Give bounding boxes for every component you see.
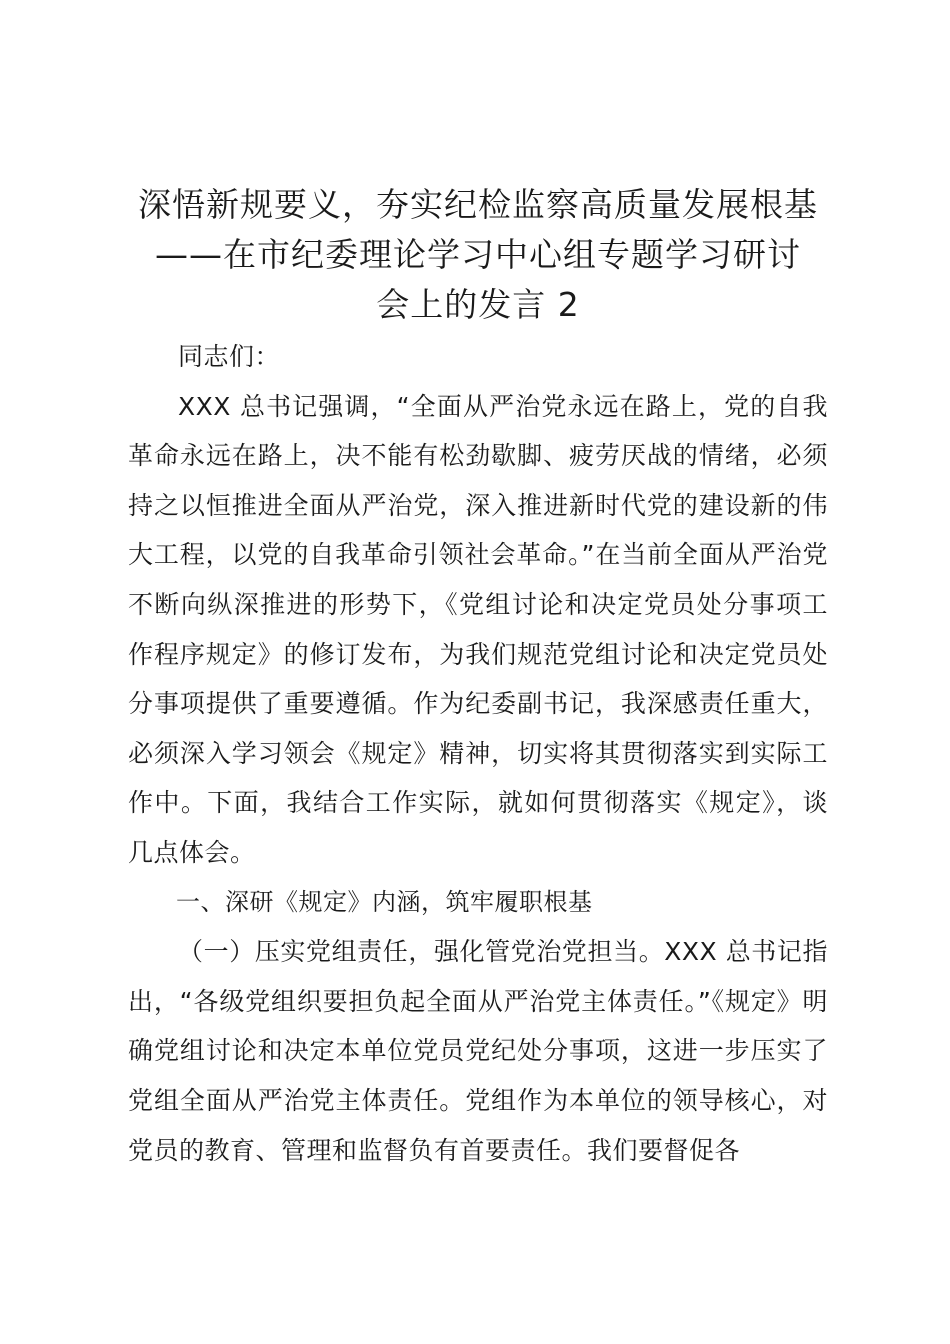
title-line-2: ——在市纪委理论学习中心组专题学习研讨 (155, 235, 801, 274)
section-heading: 一、深研《规定》内涵，筑牢履职根基 (176, 887, 593, 916)
document-title (128, 180, 828, 330)
section-paragraph: （一）压实党组责任，强化管党治党担当。XXX 总书记指出，“各级党组织要担负起全面从严治党主体责任。”《规定》明确党组讨论和决定本单位党员党纪处分事项，这进一步压实了党组全面从严治党主体责任。党组作为本单位的领导核心，对党员的教育、管理和监督负有首要责任。我们要督促各 (128, 937, 828, 1165)
title-line-3: 会上的发言 2 (376, 285, 580, 324)
title-line-1: 深悟新规要义，夯实纪检监察高质量发展根基 (138, 185, 818, 224)
salutation: 同志们： (178, 342, 281, 371)
document-body (128, 332, 828, 1175)
opening-paragraph: XXX 总书记强调，“全面从严治党永远在路上，党的自我革命永远在路上，决不能有松劲歇脚、疲劳厌战的情绪，必须持之以恒推进全面从严治党，深入推进新时代党的建设新的伟大工程，以党的自我革命引领社会革命。”在当前全面从严治党不断向纵深推进的形势下，《党组讨论和决定党员处分事项工作程序规定》的修订发布，为我们规范党组讨论和决定党员处分事项提供了重要遵循。作为纪委副书记，我深感责任重大，必须深入学习领会《规定》精神，切实将其贯彻落实到实际工作中。下面，我结合工作实际，就如何贯彻落实《规定》，谈几点体会。 (128, 391, 828, 867)
document-page (128, 180, 828, 1175)
